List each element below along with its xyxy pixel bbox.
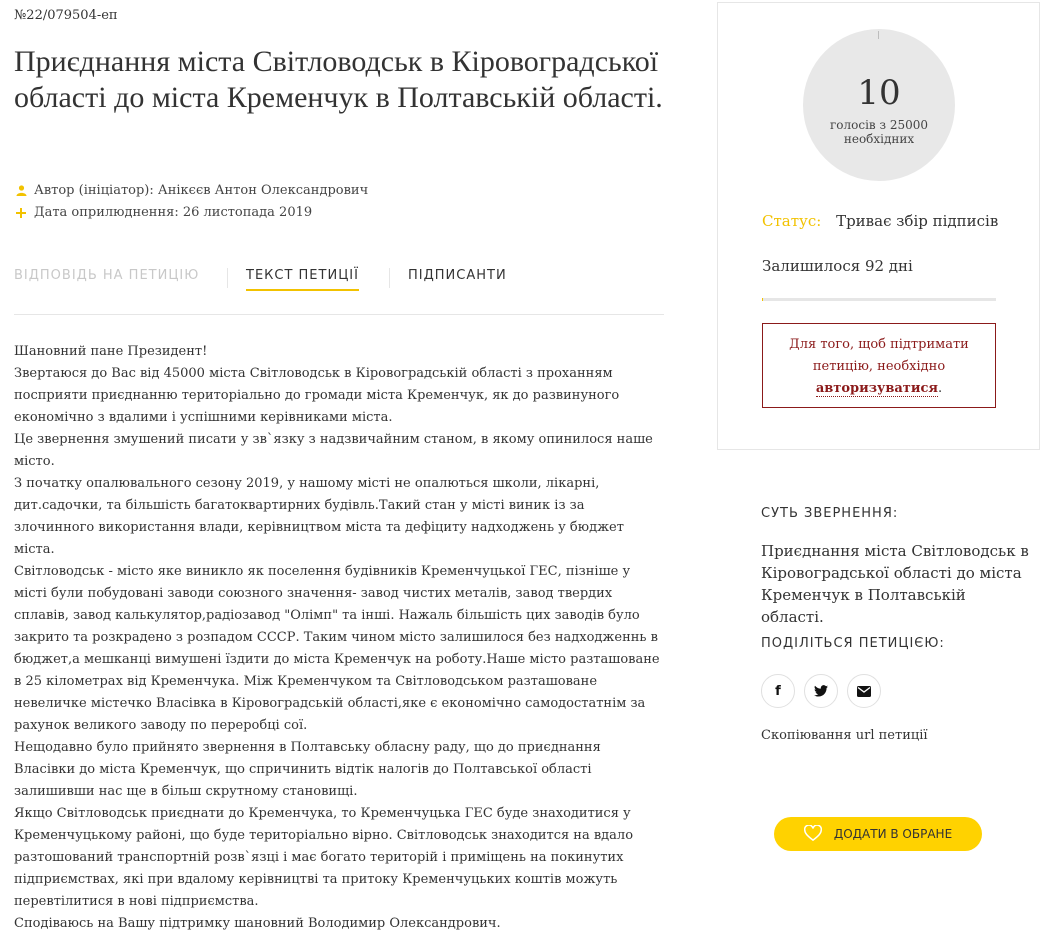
petition-paragraph: Сподіваюсь на Вашу підтримку шановний Володимир Олександрович.: [14, 913, 664, 935]
days-left: Залишилося 92 дні: [762, 257, 913, 275]
tab-signers[interactable]: ПІДПИСАНТИ: [408, 268, 507, 289]
status-label: Статус:: [762, 212, 821, 230]
petition-paragraph: Якщо Світловодськ приєднати до Кременчука, то Кременчуцька ГЕС буде знаходитися у Кременчуцькому районі, що буде територіально вірно. Світловодськ знаходится на вдало разтошований транспортній розв`язці і має богато територій і приміщень на покинутих підприємствах, які при вдалому керівництві та притоку Кременчуцьких коштів можуть перевтілитися в нові підприємства.: [14, 803, 664, 913]
votes-needed: голосів з 25000 необхідних: [803, 118, 955, 146]
votes-circle: [803, 29, 955, 181]
twitter-icon[interactable]: [804, 674, 838, 708]
petition-paragraph: Це звернення змушений писати у зв`язку з надзвичайним станом, в якому опинилося наше місто.: [14, 429, 664, 473]
user-icon: [14, 185, 28, 196]
auth-notice: [762, 323, 996, 408]
petition-text: [14, 341, 664, 935]
petition-paragraph: Нещодавно було прийнято звернення в Полтавську обласну раду, що до приєднання Власівки до міста Кременчук, що спричинить відтік налогів до Полтавської області залишивши нас ще в більш скрутному становищі.: [14, 737, 664, 803]
facebook-icon[interactable]: f: [761, 674, 795, 708]
petition-paragraph: З початку опалювального сезону 2019, у нашому місті не опалються школи, лікарні, дит.садочки, та більшість багатоквартирних будівль.Такий стан у місті виник із за злочинного використання влади, керівництвом міста та дефіциту надходжень у бюджет міста.: [14, 473, 664, 561]
date-text: Дата оприлюднення: 26 листопада 2019: [34, 205, 312, 220]
author-row: [14, 183, 368, 198]
heart-icon: [804, 825, 822, 844]
add-to-favorites-button[interactable]: [774, 817, 982, 851]
tab-answer[interactable]: ВІДПОВІДЬ НА ПЕТИЦІЮ: [14, 268, 199, 289]
favorites-label: ДОДАТИ В ОБРАНЕ: [834, 827, 952, 841]
share-heading: ПОДІЛІТЬСЯ ПЕТИЦІЄЮ:: [761, 636, 945, 651]
status-row: [762, 212, 998, 230]
petition-number: №22/079504-еп: [14, 8, 118, 23]
copy-url-link[interactable]: Скопіювання url петиції: [761, 728, 928, 743]
author-text: Автор (ініціатор): Анікєєв Антон Олександрович: [34, 183, 368, 198]
petition-paragraph: Звертаюся до Вас від 45000 міста Світловодськ в Кіровоградській області з проханням посприяти приєднанню територіально до громади міста Кременчук, як до развинуного економічно з вдалими і успішними керівниками міста.: [14, 363, 664, 429]
petition-paragraph: Шановний пане Президент!: [14, 341, 664, 363]
votes-count: 10: [803, 73, 955, 113]
email-icon[interactable]: [847, 674, 881, 708]
auth-period: .: [938, 381, 942, 396]
progress-tick: [878, 31, 879, 39]
status-value: Триває збір підписів: [836, 212, 998, 230]
plus-icon: [14, 208, 28, 218]
authorize-link[interactable]: авторизуватися: [816, 381, 938, 397]
essence-text: Приєднання міста Світловодськ в Кіровоградської області до міста Кременчук в Полтавській області.: [761, 540, 1031, 628]
page-title: Приєднання міста Світловодськ в Кіровоградської області до міста Кременчук в Полтавській області.: [14, 44, 664, 116]
tab-divider: [389, 268, 390, 288]
date-row: [14, 205, 312, 220]
petition-tabs: [14, 268, 664, 315]
tab-divider: [227, 268, 228, 288]
share-buttons: [761, 674, 881, 708]
votes-card: [717, 2, 1040, 450]
tab-text[interactable]: ТЕКСТ ПЕТИЦІЇ: [246, 268, 359, 291]
essence-heading: СУТЬ ЗВЕРНЕННЯ:: [761, 506, 898, 521]
auth-text: Для того, щоб підтримати петицію, необхідно: [789, 337, 969, 374]
petition-paragraph: Світловодськ - місто яке виникло як поселення будівників Кременчуцької ГЕС, пізніше у місті були побудовані заводи союзного значення- завод чистих металів, завод твердих сплавів, завод калькулятор,радіозавод "Олімп" та інші. Нажаль більшість цих заводів було закрито та розкрадено з розпадом СССР. Таким чином місто залишилося без надходженнь в бюджет,а мешканці вимушені їздити до міста Кременчук на роботу.Наше місто разташоване в 25 кілометрах від Кременчука. Між Кременчуком та Світловодськом разташоване невеличке містечко Власівка в Кіровоградській області,яке є економічно самодостатнім за рахунок великого заводу по переробці сої.: [14, 561, 664, 737]
progress-bar: [762, 298, 996, 301]
